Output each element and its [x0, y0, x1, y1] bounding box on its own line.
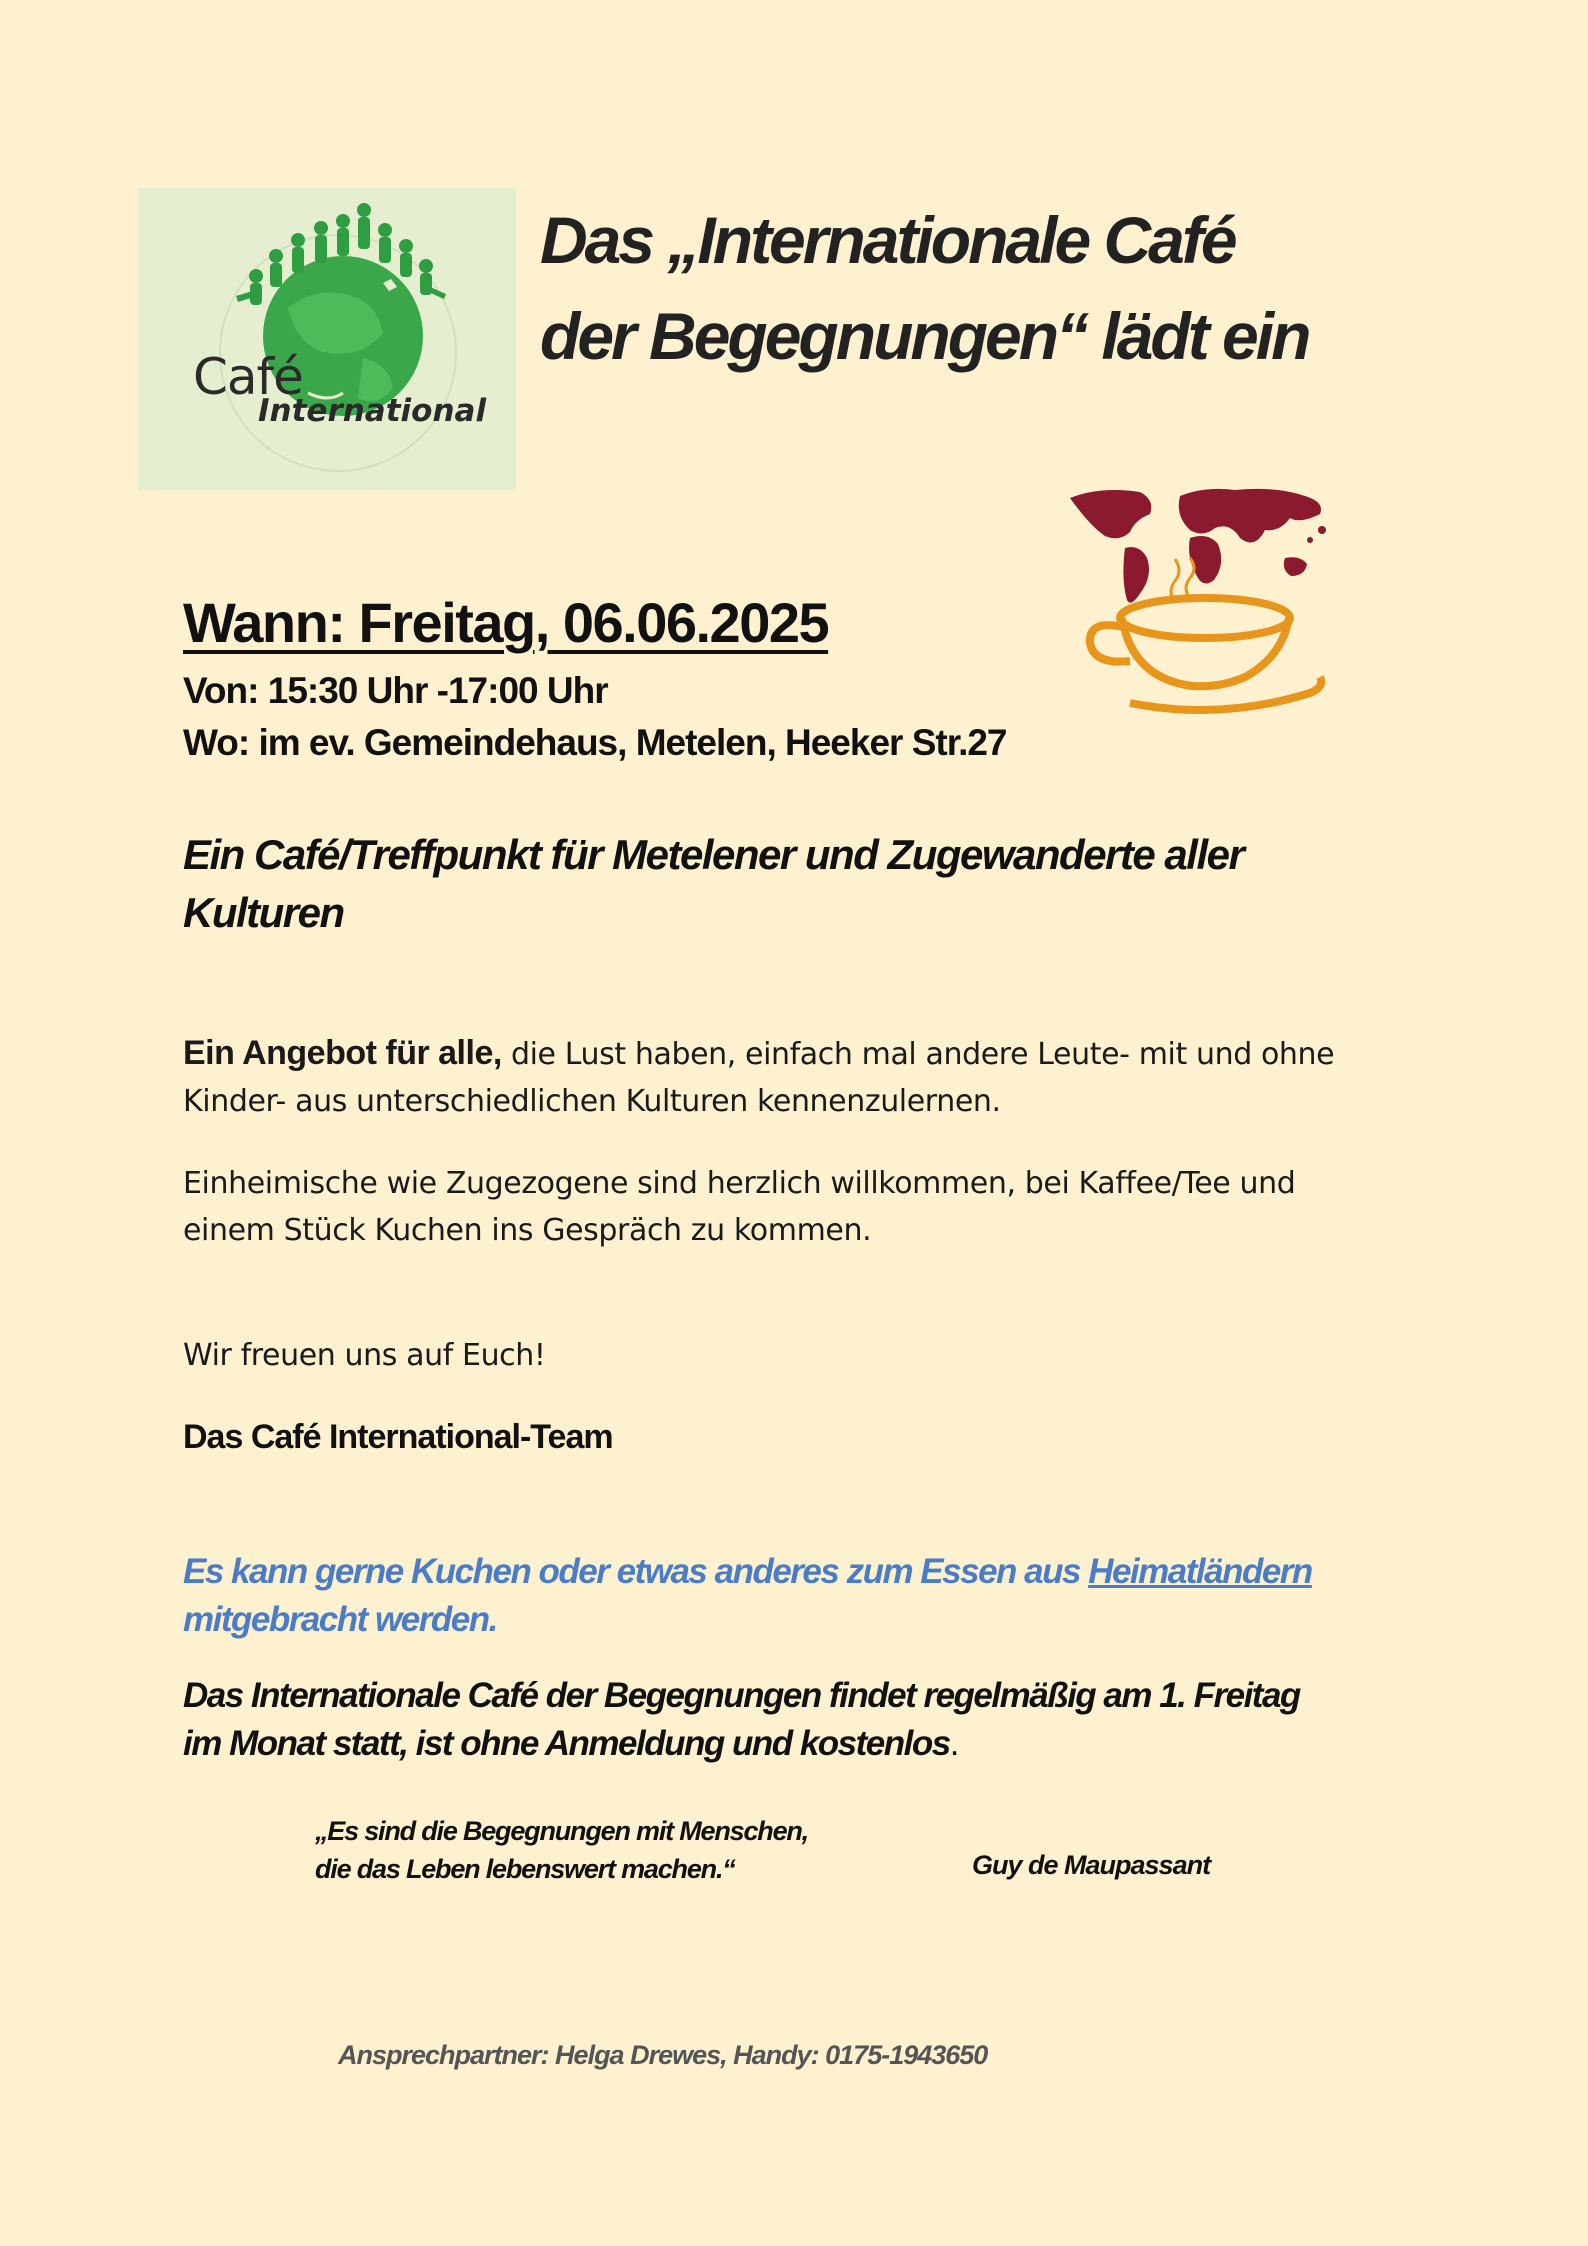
quote: [315, 1812, 915, 1888]
quote-line-2: die das Leben lebenswert machen.“: [315, 1854, 735, 1884]
offer-paragraph: [183, 1030, 1423, 1125]
page-title: [540, 192, 1440, 384]
welcome-line-1: Einheimische wie Zugezogene sind herzlich willkommen, bei Kaffee/Tee und: [183, 1166, 1296, 1201]
quote-line-1: „Es sind die Begegnungen mit Menschen,: [315, 1816, 808, 1846]
offer-text-line-2: Kinder- aus unterschiedlichen Kulturen kennenzulernen.: [183, 1084, 1001, 1119]
logo-text-cafe: Café: [193, 348, 303, 406]
title-line-2: der Begegnungen“ lädt ein: [540, 299, 1309, 373]
subtitle-line-1: Ein Café/Treffpunkt für Metelener und Zugewanderte aller: [183, 831, 1244, 878]
logo-text-international: International: [258, 393, 487, 429]
cafe-international-logo: [138, 188, 516, 490]
quote-author: Guy de Maupassant: [972, 1850, 1211, 1880]
offer-lead: Ein Angebot für alle,: [183, 1034, 502, 1072]
food-note: [183, 1548, 1423, 1644]
offer-text-line-1: die Lust haben, einfach mal andere Leute- mit und ohne: [501, 1037, 1335, 1072]
food-note-line-2: mitgebracht werden.: [183, 1600, 497, 1639]
event-time: Von: 15:30 Uhr -17:00 Uhr: [183, 670, 608, 711]
title-line-1: Das „Internationale Café: [540, 203, 1235, 277]
heimatlaender-link[interactable]: Heimatländern: [1088, 1552, 1312, 1591]
schedule-info: [183, 1672, 1423, 1768]
food-note-text: Es kann gerne Kuchen oder etwas anderes zum Essen aus: [183, 1552, 1089, 1591]
subtitle: [183, 826, 1413, 942]
team-signature: Das Café International-Team: [183, 1418, 613, 1456]
greeting: Wir freuen uns auf Euch!: [183, 1338, 546, 1373]
subtitle-line-2: Kulturen: [183, 889, 344, 936]
schedule-line-1: Das Internationale Café der Begegnungen findet regelmäßig am 1. Freitag: [183, 1676, 1300, 1715]
welcome-paragraph: [183, 1160, 1423, 1254]
welcome-line-2: einem Stück Kuchen ins Gespräch zu kommen.: [183, 1213, 872, 1248]
event-location: Wo: im ev. Gemeindehaus, Metelen, Heeker Str.27: [183, 722, 1007, 763]
schedule-period: .: [949, 1724, 958, 1763]
contact-info: Ansprechpartner: Helga Drewes, Handy: 0175-1943650: [338, 2040, 988, 2070]
event-date: Wann: Freitag, 06.06.2025: [183, 591, 829, 654]
schedule-line-2: im Monat statt, ist ohne Anmeldung und kostenlos: [183, 1724, 950, 1763]
globe-people-icon: [138, 188, 516, 490]
world-map-coffee-cup-icon: [1060, 478, 1350, 718]
